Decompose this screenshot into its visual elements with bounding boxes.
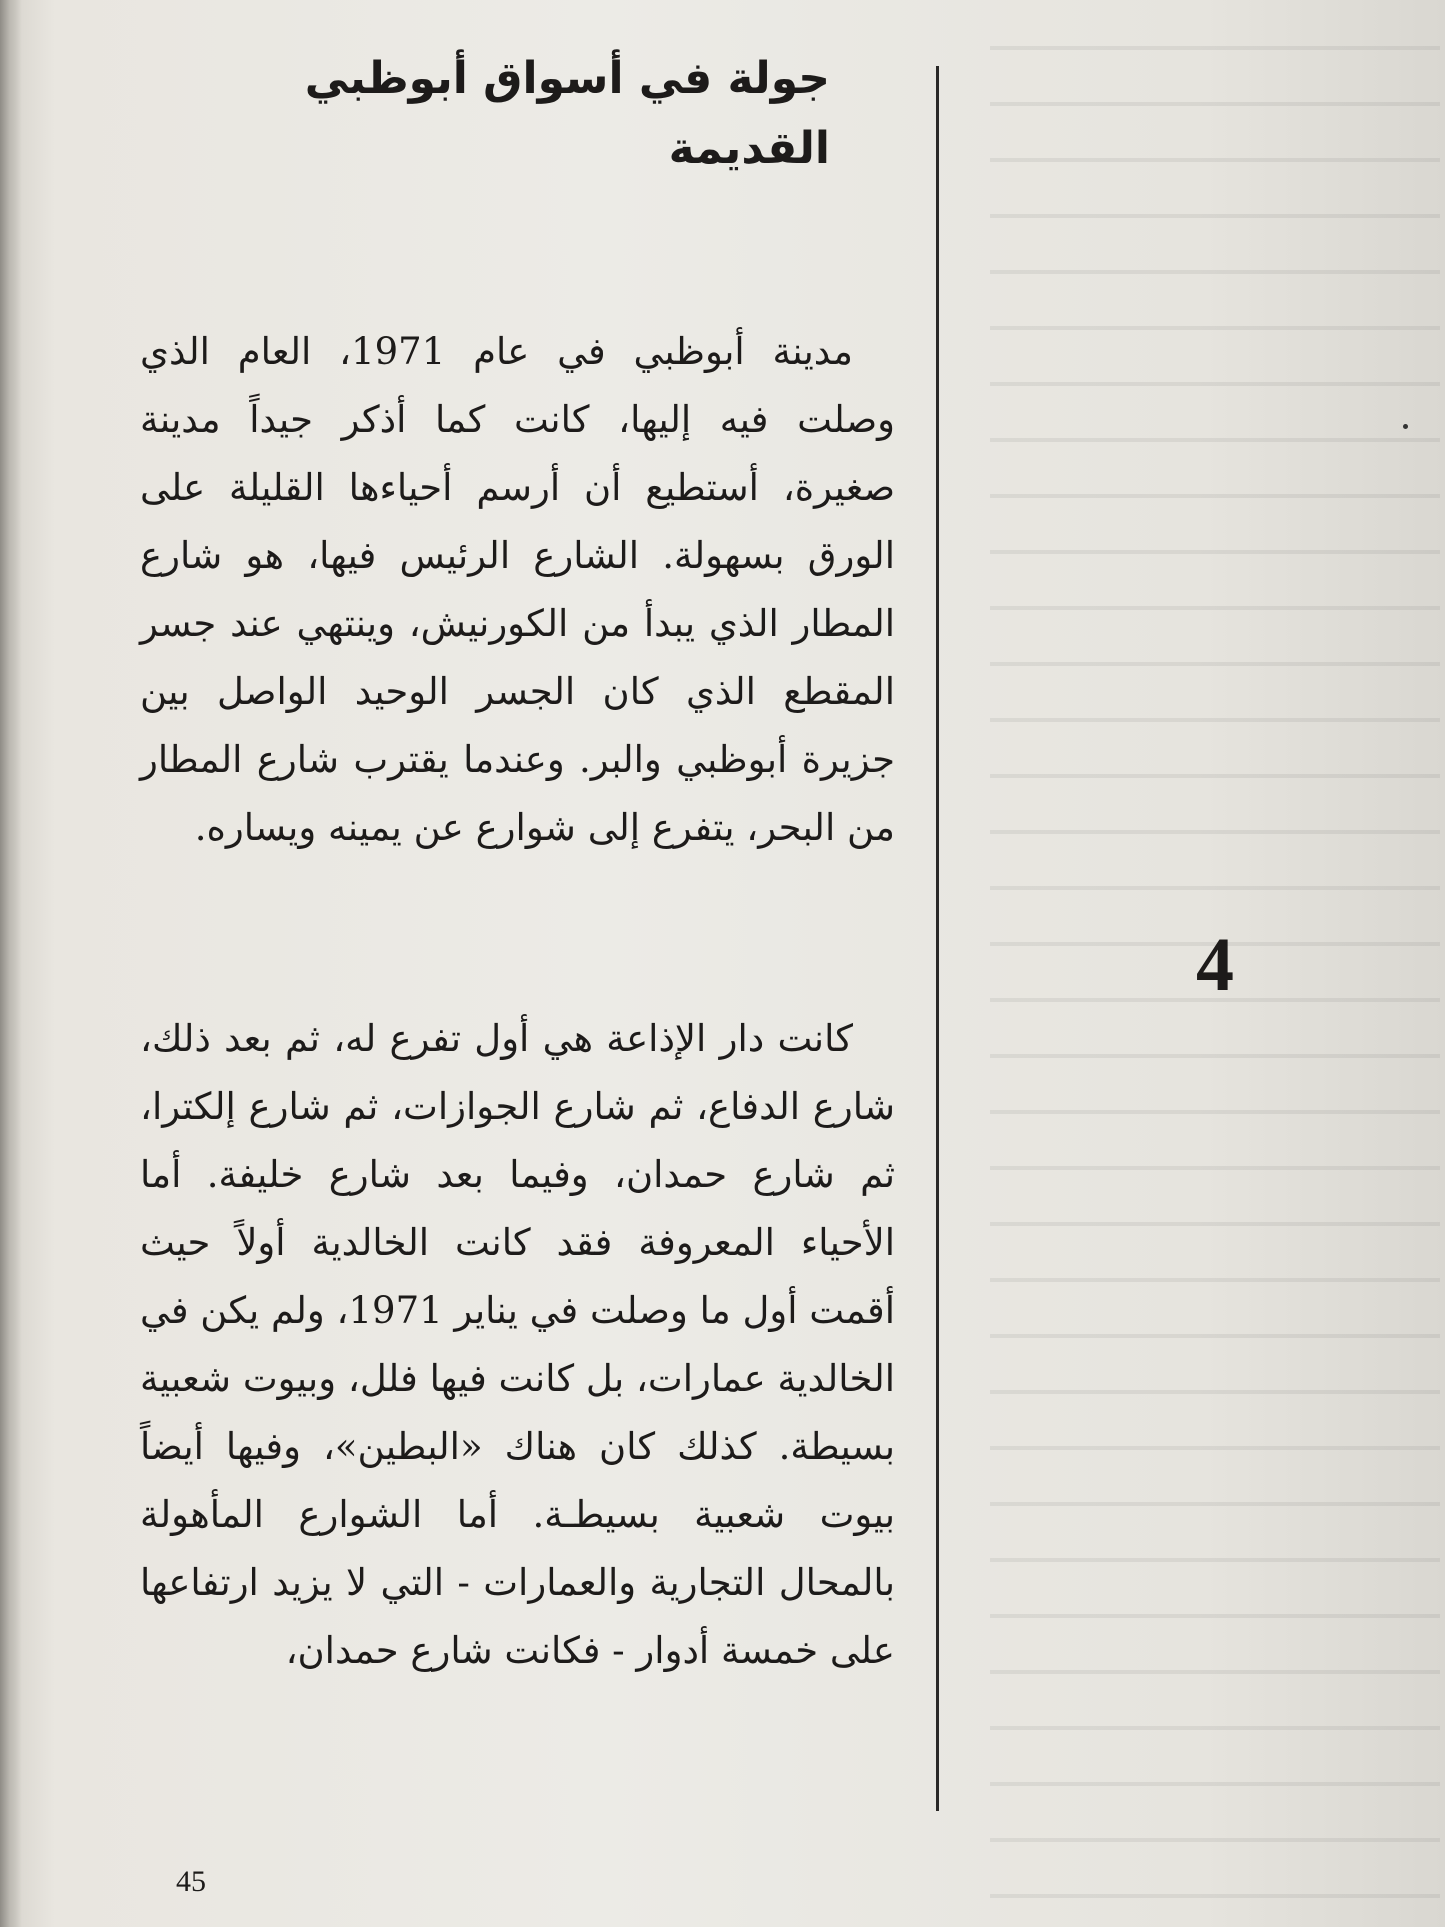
ink-speck	[1403, 424, 1408, 429]
page-number: 45	[176, 1865, 206, 1898]
paragraph-2: كانت دار الإذاعة هي أول تفرع له، ثم بعد ذلك، شارع الدفاع، ثم شارع الجوازات، ثم شارع إلكترا، ثم شارع حمدان، وفيما بعد شارع خليفة. أما الأحياء المعروفة فقد كانت الخالدية أولاً حيث أقمت أول ما وصلت في يناير 1971، ولم يكن في الخالدية عمارات، بل كانت فيها فلل، وبيوت شعبية بسيطة. كذلك كان هناك «البطين»، وفيها أيضاً بيوت شعبية بسيطـة. أما الشوارع المأهولة بالمحال التجارية والعمارات - التي لا يزيد ارتفاعها على خمسة أدوار - فكانت شارع حمدان،	[140, 1017, 895, 1672]
column-divider	[936, 66, 939, 1811]
chapter-number: 4	[1196, 923, 1234, 1007]
page-binding-shadow	[0, 0, 22, 1927]
paragraph-1: مدينة أبوظبي في عام 1971، العام الذي وصلت فيه إليها، كانت كما أذكر جيداً مدينة صغيرة، أستطيع أن أرسم أحياءها القليلة على الورق بسهولة. الشارع الرئيس فيها، هو شارع المطار الذي يبدأ من الكورنيش، وينتهي عند جسر المقطع الذي كان الجسر الوحيد الواصل بين جزيرة أبوظبي والبر. وعندما يقترب شارع المطار من البحر، يتفرع إلى شوارع عن يمينه ويساره.	[140, 330, 895, 849]
chapter-title: جولة في أسواق أبوظبي القديمة	[304, 53, 830, 174]
